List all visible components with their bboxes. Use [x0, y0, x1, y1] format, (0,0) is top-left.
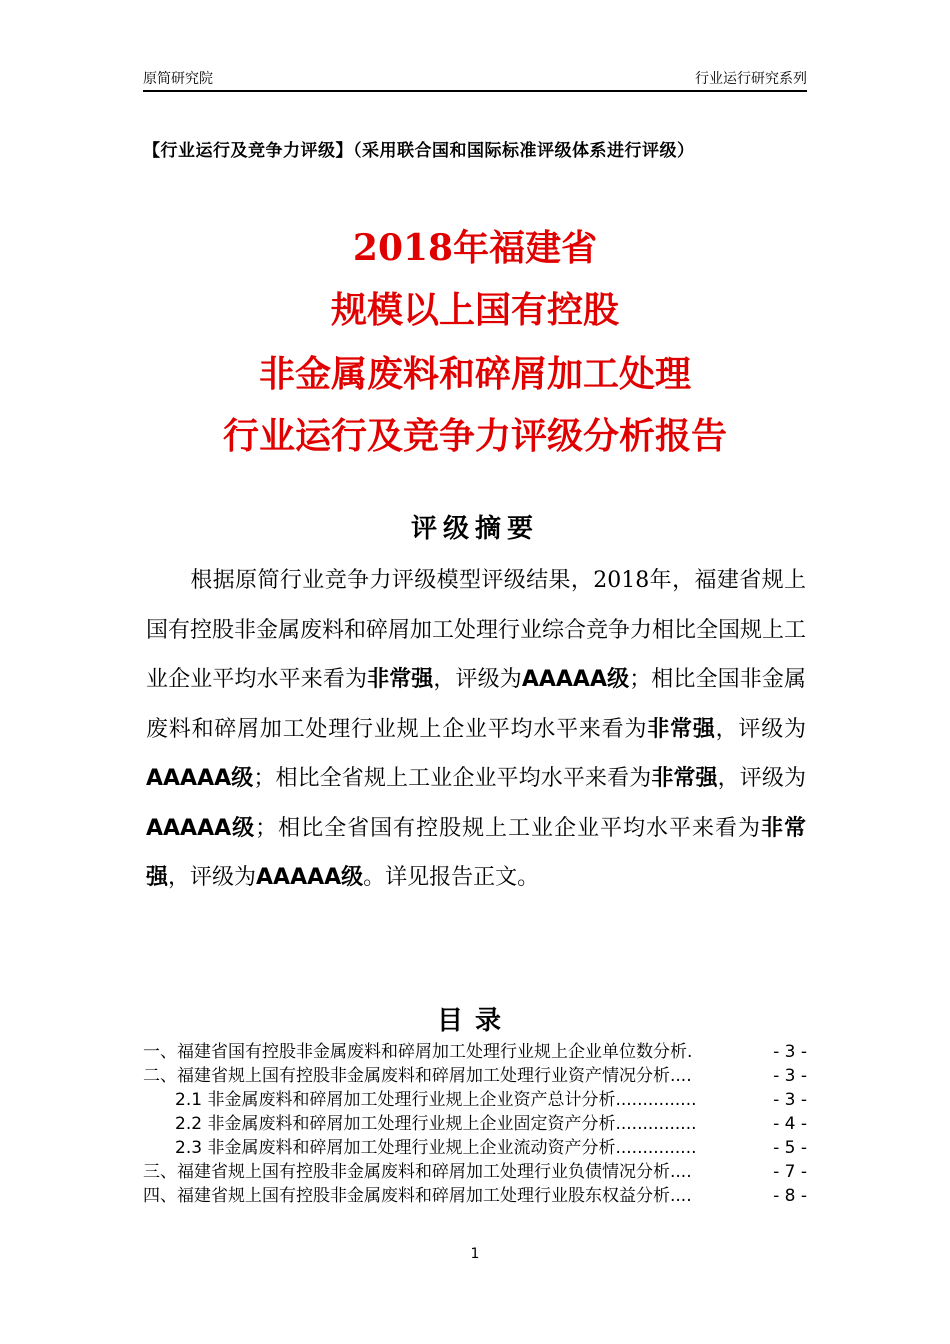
- toc-page: - 3 -: [773, 1042, 807, 1062]
- toc-leader: .: [687, 1042, 693, 1062]
- toc-item[interactable]: [143, 1040, 807, 1064]
- toc-leader: ...............: [615, 1090, 697, 1110]
- title-line-2: 规模以上国有控股: [330, 289, 619, 331]
- summary-text: ，评级为: [717, 766, 806, 791]
- summary-text: 。详见报告正文。: [363, 865, 540, 890]
- toc-page: - 4 -: [773, 1114, 807, 1134]
- rating-strength: 非常强: [146, 815, 806, 890]
- summary-text: ；相比全省规上工业企业平均水平来看为: [253, 766, 652, 791]
- table-of-contents: [143, 1040, 807, 1208]
- toc-item-text: 二、福建省规上国有控股非金属废料和碎屑加工处理行业资产情况分析: [143, 1066, 670, 1086]
- toc-page: - 5 -: [773, 1138, 807, 1158]
- toc-item[interactable]: [143, 1136, 807, 1160]
- rating-grade: AAAAA级: [146, 766, 254, 791]
- toc-page: - 8 -: [773, 1186, 807, 1206]
- summary-text: 根据原简行业竞争力评级模型评级结果，2018年，福建省规上国有控股非金属废料和碎屑加工处理行业综合竞争力相比全国规上工业企业平均水平来看为: [146, 568, 807, 692]
- header-org: 原简研究院: [143, 71, 213, 87]
- toc-item-text: 三、福建省规上国有控股非金属废料和碎屑加工处理行业负债情况分析: [143, 1162, 670, 1182]
- toc-item-text: 一、福建省国有控股非金属废料和碎屑加工处理行业规上企业单位数分析: [143, 1042, 687, 1062]
- title-line-3: 非金属废料和碎屑加工处理: [258, 353, 691, 395]
- toc-item-text: 2.2 非金属废料和碎屑加工处理行业规上企业固定资产分析: [175, 1114, 616, 1134]
- toc-leader: ....: [670, 1186, 692, 1206]
- summary-text: ，评级为: [715, 716, 806, 742]
- summary-text: ；相比全国非金属废料和碎屑加工处理行业规上企业平均水平来看为: [146, 667, 806, 742]
- rating-strength: 非常强: [651, 766, 718, 791]
- toc-page: - 3 -: [773, 1066, 807, 1086]
- rating-grade: AAAAA级: [256, 865, 364, 890]
- toc-page: - 3 -: [773, 1090, 807, 1110]
- summary-text: ；相比全省国有控股规上工业企业平均水平来看为: [255, 815, 761, 841]
- rating-grade: AAAAA级: [521, 667, 630, 692]
- toc-heading: 目录: [436, 1006, 513, 1036]
- toc-item[interactable]: [143, 1160, 807, 1184]
- toc-item[interactable]: [143, 1088, 807, 1112]
- toc-item[interactable]: [143, 1184, 807, 1208]
- toc-leader: ...............: [615, 1138, 697, 1158]
- toc-item[interactable]: [143, 1112, 807, 1136]
- page-header: [143, 66, 807, 92]
- toc-item[interactable]: [143, 1064, 807, 1088]
- rating-grade: AAAAA级: [146, 815, 256, 841]
- toc-item-text: 2.1 非金属废料和碎屑加工处理行业规上企业资产总计分析: [175, 1090, 616, 1110]
- rating-strength: 非常强: [367, 667, 434, 692]
- title-line-1: 2018年福建省: [352, 227, 598, 269]
- summary-paragraph: [146, 556, 806, 903]
- toc-page: - 7 -: [773, 1162, 807, 1182]
- summary-heading: 评级摘要: [410, 514, 539, 544]
- toc-leader: ...............: [615, 1114, 697, 1134]
- toc-leader: ....: [670, 1066, 692, 1086]
- title-line-4: 行业运行及竞争力评级分析报告: [222, 415, 727, 457]
- summary-text: ，评级为: [433, 667, 522, 692]
- header-series: 行业运行研究系列: [695, 71, 807, 87]
- rating-tagline: 【行业运行及竞争力评级】（采用联合国和国际标准评级体系进行评级）: [143, 141, 695, 161]
- rating-strength: 非常强: [647, 716, 716, 742]
- toc-item-text: 四、福建省规上国有控股非金属废料和碎屑加工处理行业股东权益分析: [143, 1186, 670, 1206]
- toc-item-text: 2.3 非金属废料和碎屑加工处理行业规上企业流动资产分析: [175, 1138, 616, 1158]
- page-number: 1: [470, 1246, 480, 1262]
- summary-text: ，评级为: [168, 865, 257, 890]
- toc-leader: ....: [670, 1162, 692, 1182]
